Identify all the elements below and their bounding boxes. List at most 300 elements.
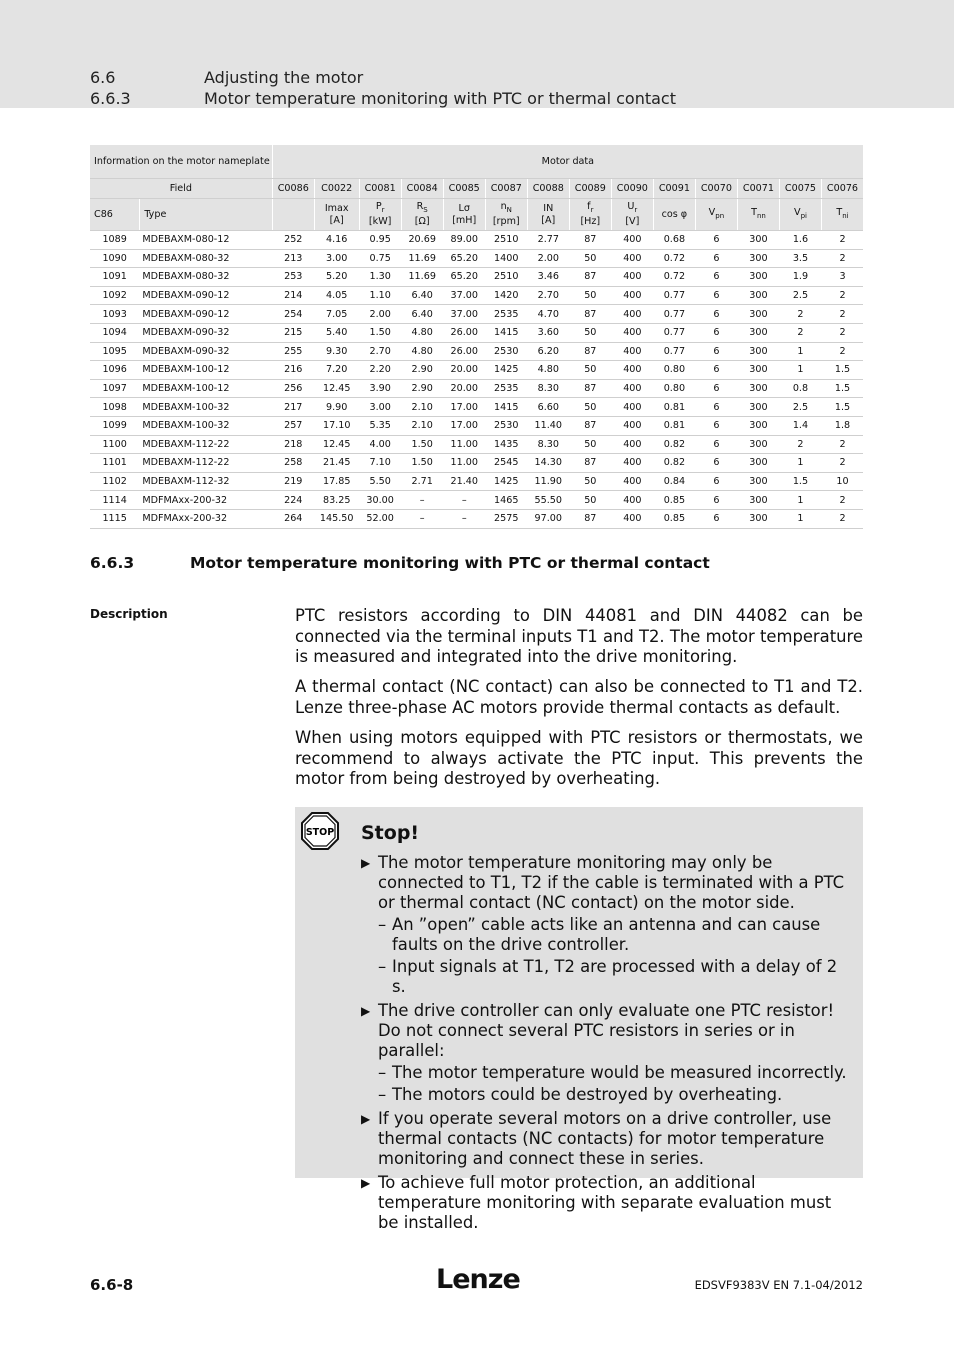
table-row [90,342,863,361]
field-label: Field [90,179,272,199]
table-cell: 300 [737,268,779,287]
table-cell: 1 [779,342,821,361]
table-cell: 20.00 [443,361,485,380]
table-cell: 0.82 [653,454,695,473]
unit-symbol: T [836,207,843,219]
table-cell: 300 [737,361,779,380]
table-cell: MDEBAXM-080-32 [140,268,272,287]
table-cell: 1095 [90,342,140,361]
table-cell: 0.75 [359,249,401,268]
table-cell: 12.45 [314,379,359,398]
unit-subscript: pn [715,211,725,220]
table-cell: 216 [272,361,314,380]
table-cell: 400 [611,249,653,268]
table-cell: 2.00 [359,305,401,324]
table-cell: 7.20 [314,361,359,380]
table-cell: 1102 [90,472,140,491]
table-cell: 2535 [485,379,527,398]
table-cell: 3.00 [314,249,359,268]
table-cell: 3.90 [359,379,401,398]
table-cell: 65.20 [443,268,485,287]
table-cell: 4.05 [314,286,359,305]
unit-cell [653,199,695,231]
table-cell: MDFMAxx-200-32 [140,509,272,528]
table-cell: 11.40 [527,416,569,435]
table-cell: 2575 [485,509,527,528]
table-cell: 0.8 [779,379,821,398]
table-cell: 258 [272,454,314,473]
table-cell: 1100 [90,435,140,454]
table-cell: 1092 [90,286,140,305]
dash-marker: – [378,957,387,976]
table-cell: 0.81 [653,416,695,435]
dash-marker: – [378,915,387,934]
table-cell: 5.35 [359,416,401,435]
c86-label: C86 [90,199,140,231]
paragraph-recommendation: When using motors equipped with PTC resistors or thermostats, we recommend to always activate the PTC input. This prevents the motor from being destroyed by overheating. [295,728,863,788]
table-cell: 300 [737,379,779,398]
table-cell: 1101 [90,454,140,473]
table-cell: 2.5 [779,398,821,417]
table-cell: 300 [737,398,779,417]
stop-bullet-text: The motor temperature monitoring may only be connected to T1, T2 if the cable is terminated with a PTC or thermal contact (NC contact) on the motor side. [378,853,845,912]
table-cell: 2.00 [527,249,569,268]
code-cell: C0086 [272,179,314,199]
unit-label: [rpm] [492,215,520,227]
table-row [90,509,863,528]
table-cell: 400 [611,509,653,528]
motor-data-header: Motor data [272,145,863,179]
table-row [90,268,863,287]
table-cell: 11.90 [527,472,569,491]
stop-title: Stop! [361,822,420,844]
unit-symbol: R [416,201,424,213]
table-cell: 87 [569,268,611,287]
table-cell: 11.69 [401,268,443,287]
table-cell: 6.20 [527,342,569,361]
stop-bullet [361,853,855,997]
table-cell: 17.00 [443,416,485,435]
table-cell: 1.10 [359,286,401,305]
unit-symbol: Imax [324,202,349,214]
table-cell: 87 [569,509,611,528]
table-cell: 2530 [485,416,527,435]
table-cell: 300 [737,472,779,491]
table-cell: 0.72 [653,268,695,287]
table-cell: 4.70 [527,305,569,324]
table-cell: MDEBAXM-080-32 [140,249,272,268]
table-cell: 300 [737,416,779,435]
unit-subscript: ni [842,211,849,220]
table-cell: 6 [695,398,737,417]
table-cell: 17.10 [314,416,359,435]
unit-subscript: nn [756,211,766,220]
table-cell: 1.6 [779,231,821,250]
table-cell: 2510 [485,231,527,250]
table-cell: 1099 [90,416,140,435]
table-cell: 400 [611,398,653,417]
unit-label: [kW] [368,215,392,227]
table-cell: 20.00 [443,379,485,398]
table-cell: MDEBAXM-080-12 [140,231,272,250]
stop-sub-item [378,1063,855,1083]
table-cell: 30.00 [359,491,401,510]
table-cell: 7.05 [314,305,359,324]
table-cell: 1114 [90,491,140,510]
table-cell: 1435 [485,435,527,454]
stop-bullet-text: The drive controller can only evaluate one PTC resistor! Do not connect several PTC resistors in series or in parallel: [378,1001,835,1060]
table-cell: 2 [821,231,863,250]
table-cell: 400 [611,491,653,510]
table-row [90,454,863,473]
table-cell: 2.70 [359,342,401,361]
section-title: Motor temperature monitoring with PTC or thermal contact [190,554,710,572]
table-cell: 300 [737,231,779,250]
unit-symbol: Lσ [458,202,470,214]
unit-subscript: r [381,205,385,214]
stop-sub-item [378,915,855,955]
table-cell: 1425 [485,361,527,380]
table-cell: MDEBAXM-090-12 [140,286,272,305]
table-cell: 214 [272,286,314,305]
unit-cell [695,199,737,231]
table-cell: 300 [737,323,779,342]
stop-sub-text: The motors could be destroyed by overheating. [392,1085,783,1104]
table-cell: 4.80 [401,323,443,342]
table-cell: 50 [569,323,611,342]
unit-subscript: r [634,205,638,214]
code-cell: C0090 [611,179,653,199]
description-label: Description [90,607,168,621]
chapter-title: Adjusting the motor [204,68,364,87]
unit-cell [779,199,821,231]
table-cell: 2.20 [359,361,401,380]
unit-cell [527,199,569,231]
table-cell: 50 [569,472,611,491]
unit-symbol: T [751,207,757,219]
table-cell: 2 [821,454,863,473]
table-cell: 87 [569,342,611,361]
table-cell: 6 [695,342,737,361]
table-cell: 400 [611,472,653,491]
table-cell: 0.77 [653,342,695,361]
table-cell: 26.00 [443,342,485,361]
bullet-arrow-icon: ▶ [361,1004,371,1018]
table-cell: 6.40 [401,286,443,305]
table-cell: 256 [272,379,314,398]
unit-symbol: V [708,207,716,219]
unit-symbol: V [793,207,801,219]
subchapter-title: Motor temperature monitoring with PTC or thermal contact [204,89,676,108]
table-cell: 87 [569,454,611,473]
table-cell: 300 [737,491,779,510]
table-cell: 2 [821,286,863,305]
table-row [90,305,863,324]
stop-sign-icon [301,812,339,850]
table-cell: MDFMAxx-200-32 [140,491,272,510]
subchapter-number: 6.6.3 [90,89,131,108]
table-cell: 400 [611,435,653,454]
code-cell: C0091 [653,179,695,199]
table-cell: 1.5 [821,379,863,398]
code-cell: C0088 [527,179,569,199]
table-cell: 3.00 [359,398,401,417]
unit-cell [359,199,401,231]
table-cell: 2.90 [401,379,443,398]
code-cell: C0022 [314,179,359,199]
unit-symbol: P [375,201,382,213]
unit-label: [A] [329,214,344,226]
table-cell: 6 [695,509,737,528]
table-cell: 7.10 [359,454,401,473]
bullet-arrow-icon: ▶ [361,1112,371,1126]
code-cell: C0071 [737,179,779,199]
table-cell: MDEBAXM-090-32 [140,342,272,361]
table-body [90,231,863,529]
table-cell: 2 [779,435,821,454]
table-cell: 6.40 [401,305,443,324]
table-row [90,472,863,491]
paragraph-thermal-contact: A thermal contact (NC contact) can also be connected to T1 and T2. Lenze three-phase AC motors provide thermal contacts as default. [295,677,863,717]
table-cell: 6 [695,361,737,380]
table-cell: 400 [611,361,653,380]
table-cell: 6 [695,323,737,342]
table-cell: 1098 [90,398,140,417]
table-cell: 87 [569,379,611,398]
table-cell: 11.69 [401,249,443,268]
table-cell: 0.84 [653,472,695,491]
table-cell: 215 [272,323,314,342]
table-cell: 1.4 [779,416,821,435]
table-cell: 6 [695,268,737,287]
unit-symbol: U [627,201,635,213]
paragraph-ptc: PTC resistors according to DIN 44081 and DIN 44082 can be connected via the terminal inputs T1 and T2. The motor temperature is measured and integrated into the drive monitoring. [295,606,863,666]
table-cell: MDEBAXM-112-32 [140,472,272,491]
table-cell: 6 [695,379,737,398]
table-cell: 4.80 [527,361,569,380]
stop-box [295,807,863,1232]
table-cell: 50 [569,398,611,417]
table-cell: 2530 [485,342,527,361]
unit-subscript: N [506,205,512,214]
stop-sub-item [378,957,855,997]
table-row [90,416,863,435]
table-cell: 2.10 [401,416,443,435]
table-cell: 3 [821,268,863,287]
table-cell: 0.82 [653,435,695,454]
table-cell: 0.95 [359,231,401,250]
table-cell: 37.00 [443,305,485,324]
table-cell: 1.50 [359,323,401,342]
unit-cell [611,199,653,231]
table-cell: – [443,509,485,528]
code-cell: C0089 [569,179,611,199]
table-cell: 2.10 [401,398,443,417]
subchapter-heading [90,89,676,108]
table-cell: 300 [737,454,779,473]
table-cell: – [401,491,443,510]
table-cell: 20.69 [401,231,443,250]
table-cell: 2 [779,305,821,324]
table-cell: 2 [821,491,863,510]
unit-cell [485,199,527,231]
unit-label: [Hz] [580,215,601,227]
table-cell: 1093 [90,305,140,324]
table-cell: 0.80 [653,361,695,380]
table-cell: 6.60 [527,398,569,417]
table-cell: 217 [272,398,314,417]
table-cell: MDEBAXM-100-32 [140,416,272,435]
table-cell: 1.50 [401,435,443,454]
table-cell: 300 [737,435,779,454]
unit-row [90,199,863,231]
table-row [90,286,863,305]
table-cell: 5.40 [314,323,359,342]
stop-sub-text: The motor temperature would be measured incorrectly. [392,1063,847,1082]
table-cell: 87 [569,416,611,435]
table-cell: 1091 [90,268,140,287]
table-cell: 17.00 [443,398,485,417]
table-cell: 254 [272,305,314,324]
stop-bullet-text: If you operate several motors on a drive controller, use thermal contacts (NC contacts) for motor temperature monitoring and connect these in series. [378,1109,832,1168]
stop-sub-item [378,1085,855,1105]
table-cell: 219 [272,472,314,491]
code-cell: C0085 [443,179,485,199]
table-cell: 2 [821,509,863,528]
table-cell: 5.50 [359,472,401,491]
code-cell: C0070 [695,179,737,199]
table-cell: 87 [569,305,611,324]
table-cell: 4.16 [314,231,359,250]
unit-subscript: r [590,205,594,214]
table-cell: MDEBAXM-100-32 [140,398,272,417]
table-cell: 12.45 [314,435,359,454]
table-cell: 2.90 [401,361,443,380]
table-cell: 8.30 [527,435,569,454]
unit-label: [V] [625,215,640,227]
table-cell: 1.8 [821,416,863,435]
table-cell: 0.77 [653,286,695,305]
table-cell: 400 [611,379,653,398]
table-cell: 14.30 [527,454,569,473]
code-cell: C0075 [779,179,821,199]
table-cell: 2510 [485,268,527,287]
document-id: EDSVF9383V EN 7.1-04/2012 [694,1278,863,1292]
table-cell: 0.72 [653,249,695,268]
table-cell: 2 [821,435,863,454]
table-cell: 6 [695,491,737,510]
table-cell: 0.85 [653,491,695,510]
table-cell: 5.20 [314,268,359,287]
table-cell: 257 [272,416,314,435]
table-cell: 1094 [90,323,140,342]
table-cell: MDEBAXM-090-12 [140,305,272,324]
chapter-number: 6.6 [90,68,116,87]
table-cell: 2.5 [779,286,821,305]
table-cell: 1 [779,361,821,380]
code-cell: C0084 [401,179,443,199]
dash-marker: – [378,1085,387,1104]
table-cell: 1.30 [359,268,401,287]
table-cell: MDEBAXM-112-22 [140,454,272,473]
c0086-unit-empty [272,199,314,231]
table-cell: 300 [737,286,779,305]
dash-marker: – [378,1063,387,1082]
table-cell: 400 [611,286,653,305]
table-cell: 1420 [485,286,527,305]
type-label: Type [140,199,272,231]
table-cell: 0.85 [653,509,695,528]
table-cell: 145.50 [314,509,359,528]
table-cell: 9.30 [314,342,359,361]
table-row [90,491,863,510]
table-cell: 1.9 [779,268,821,287]
table-cell: MDEBAXM-100-12 [140,361,272,380]
unit-cell [443,199,485,231]
table-cell: 253 [272,268,314,287]
table-cell: 50 [569,361,611,380]
table-cell: 0.80 [653,379,695,398]
table-cell: 4.00 [359,435,401,454]
table-cell: 2 [821,249,863,268]
table-cell: 300 [737,249,779,268]
table-cell: 6 [695,231,737,250]
table-cell: 300 [737,509,779,528]
table-cell: 6 [695,305,737,324]
table-row [90,323,863,342]
table-cell: MDEBAXM-090-32 [140,323,272,342]
table-cell: 218 [272,435,314,454]
stop-bullet-text: To achieve full motor protection, an additional temperature monitoring with separate evaluation must be installed. [378,1173,832,1232]
table-cell: 400 [611,268,653,287]
unit-subscript: pi [800,211,807,220]
unit-symbol: cos φ [661,208,688,220]
table-cell: 400 [611,323,653,342]
chapter-heading [90,68,363,87]
table-cell: 400 [611,231,653,250]
stop-bullet [361,1001,855,1105]
table-cell: – [443,491,485,510]
table-cell: 1425 [485,472,527,491]
table-cell: 2535 [485,305,527,324]
table-cell: 37.00 [443,286,485,305]
table-cell: 0.68 [653,231,695,250]
table-cell: 50 [569,249,611,268]
table-cell: 2.77 [527,231,569,250]
table-cell: 1090 [90,249,140,268]
table-row [90,379,863,398]
table-cell: 224 [272,491,314,510]
code-row [90,179,863,199]
table-cell: 213 [272,249,314,268]
table-cell: 1465 [485,491,527,510]
table-cell: 255 [272,342,314,361]
lenze-logo: Lenze [436,1264,520,1295]
table-cell: 0.77 [653,323,695,342]
table-cell: 6 [695,454,737,473]
table-cell: 11.00 [443,454,485,473]
table-cell: 2 [779,323,821,342]
unit-cell [821,199,863,231]
motor-data-table [90,145,863,529]
table-cell: 1089 [90,231,140,250]
table-cell: 3.46 [527,268,569,287]
unit-label: [A] [541,214,556,226]
unit-cell [569,199,611,231]
table-cell: 50 [569,491,611,510]
unit-label: [mH] [452,214,477,226]
table-cell: 9.90 [314,398,359,417]
